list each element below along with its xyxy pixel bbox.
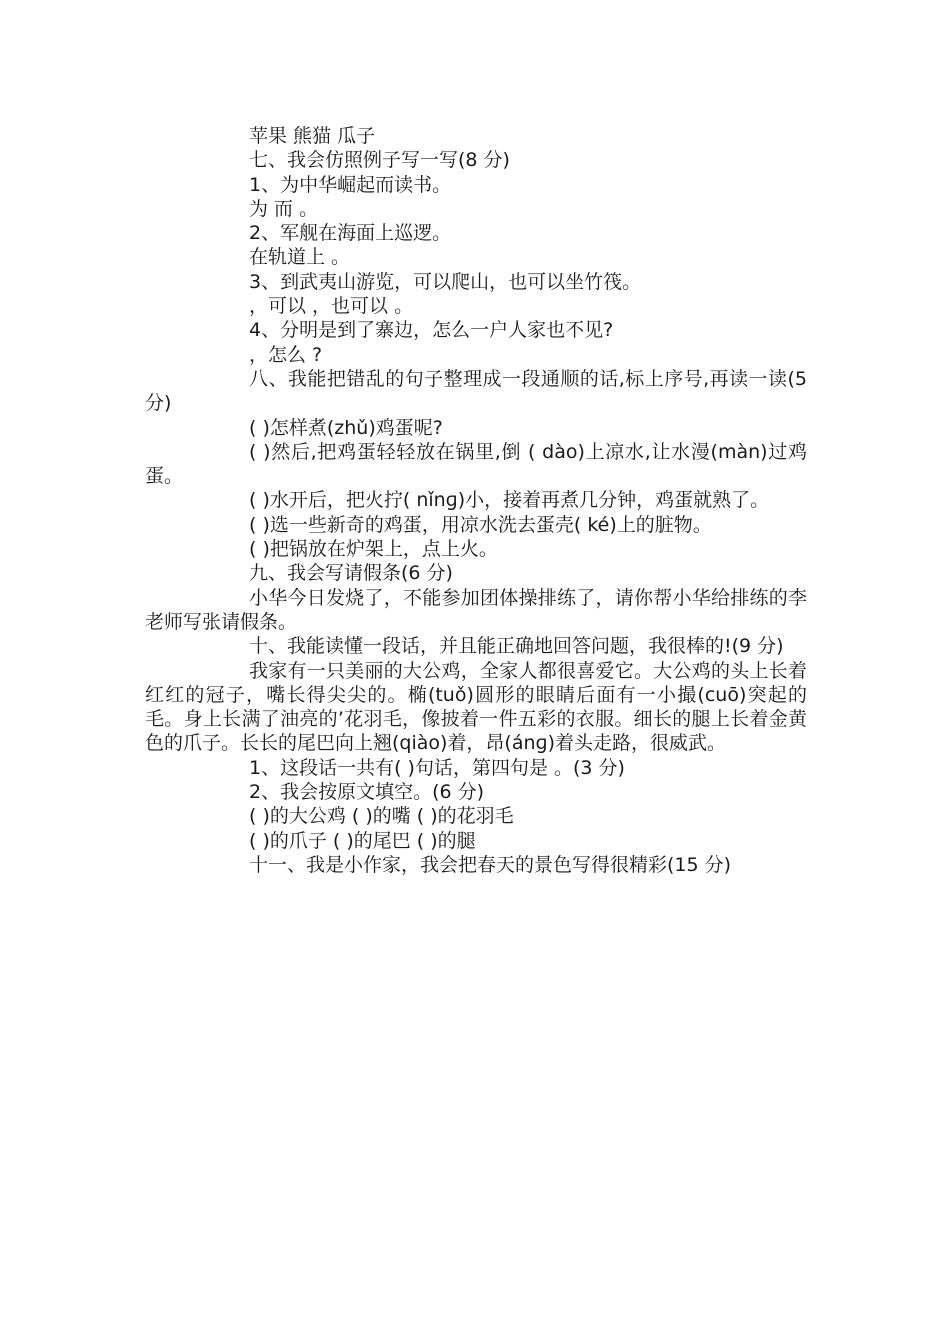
example-sentence-2: 2、军舰在海面上巡逻。 <box>249 222 452 245</box>
example-sentence-3: 3、到武夷山游览，可以爬山，也可以坐竹筏。 <box>249 270 642 293</box>
section-heading-10: 十、我能读懂一段话，并且能正确地回答问题，我很棒的!(9 分) <box>249 635 784 658</box>
question-1: 1、这段话一共有( )句话，第四句是 。(3 分) <box>249 756 625 779</box>
ordering-item-2: ( )然后,把鸡蛋轻轻放在锅里,倒 ( dào)上凉水,让水漫(màn)过鸡蛋。 <box>145 440 807 488</box>
ordering-item-5: ( )把锅放在炉架上，点上火。 <box>249 538 498 561</box>
fill-row-2: ( )的爪子 ( )的尾巴 ( )的腿 <box>249 829 476 852</box>
fill-blank-2: 在轨道上 。 <box>249 246 351 269</box>
ordering-item-1: ( )怎样煮(zhǔ)鸡蛋呢? <box>249 416 443 439</box>
section-heading-8: 八、我能把错乱的句子整理成一段通顺的话,标上序号,再读一读(5 分) <box>145 367 807 415</box>
section-heading-11: 十一、我是小作家，我会把春天的景色写得很精彩(15 分) <box>249 853 732 876</box>
fill-blank-4: ，怎么 ? <box>249 343 323 366</box>
fill-blank-3: ，可以 ，也可以 。 <box>249 295 414 318</box>
leave-note-prompt: 小华今日发烧了，不能参加团体操排练了，请你帮小华给排练的李老师写张请假条。 <box>145 586 807 633</box>
section-heading-7: 七、我会仿照例子写一写(8 分) <box>249 149 510 172</box>
section-heading-9: 九、我会写请假条(6 分) <box>249 562 453 585</box>
example-sentence-4: 4、分明是到了寨边，怎么一户人家也不见? <box>249 319 614 342</box>
fill-blank-1: 为 而 。 <box>249 197 319 220</box>
question-2: 2、我会按原文填空。(6 分) <box>249 781 485 804</box>
word-list: 苹果 熊猫 瓜子 <box>249 125 376 147</box>
document-body <box>145 124 807 877</box>
ordering-item-4: ( )选一些新奇的鸡蛋，用凉水洗去蛋壳( ké)上的脏物。 <box>249 513 712 536</box>
example-sentence-1: 1、为中华崛起而读书。 <box>249 173 452 196</box>
reading-passage: 我家有一只美丽的大公鸡，全家人都很喜爱它。大公鸡的头上长着红红的冠子，嘴长得尖尖的。椭(tuǒ)圆形的眼睛后面有一小撮(cuō)突起的毛。身上长满了油亮的’花羽毛，像披着一件五彩的衣服。细长的腿上长着金黄色的爪子。长长的尾巴向上翘(qiào)着，昂(ánɡ)着头走路，很威武。 <box>145 659 807 755</box>
fill-row-1: ( )的大公鸡 ( )的嘴 ( )的花羽毛 <box>249 805 514 828</box>
ordering-item-3: ( )水开后，把火拧( nǐnɡ)小，接着再煮几分钟，鸡蛋就熟了。 <box>249 489 770 512</box>
